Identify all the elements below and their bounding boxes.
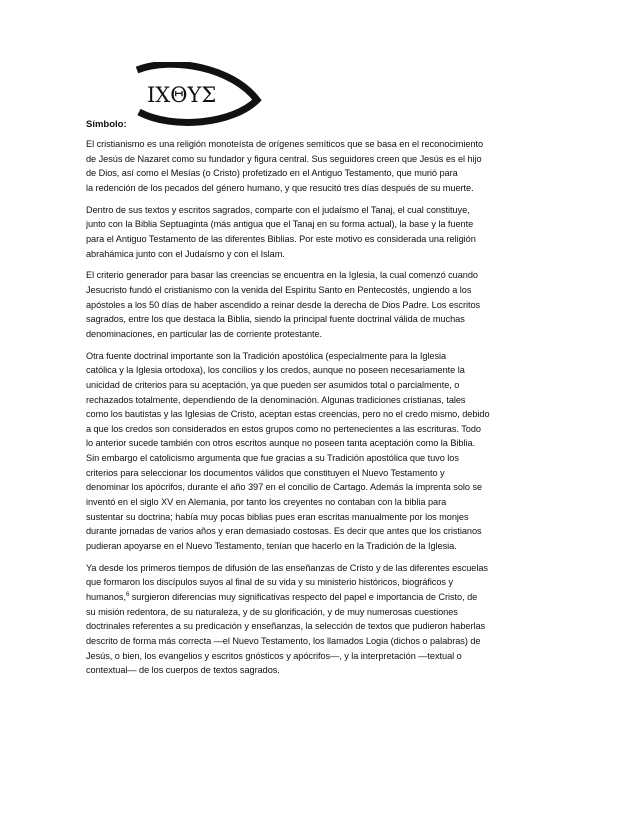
- fish-symbol-icon: [133, 62, 265, 128]
- text-line: sustentar su doctrina; había muy pocas biblias pues eran escritas manualmente por los monjes: [86, 511, 469, 522]
- text-fragment: humanos,: [86, 592, 126, 603]
- text-line: la redención de los pecados del género humano, y que resucitó tres días después de su muerte.: [86, 182, 474, 193]
- text-line: El criterio generador para basar las creencias se encuentra en la Iglesia, la cual comenzó cuando: [86, 270, 478, 281]
- paragraph-4: [86, 349, 552, 554]
- text-line: inventó en el siglo XV en Alemania, por tanto los creyentes no contaban con la biblia para: [86, 497, 447, 508]
- text-line: Dentro de sus textos y escritos sagrados, comparte con el judaísmo el Tanaj, el cual constituye,: [86, 204, 470, 215]
- text-line: doctrinales referentes a su predicación y enseñanzas, la selección de textos que pudieron haberlas: [86, 621, 486, 632]
- text-line: Jesucristo fundó el cristianismo con la venida del Espíritu Santo en Pentecostés, ungiendo a los: [86, 284, 472, 295]
- text-line: Ya desde los primeros tiempos de difusión de las enseñanzas de Cristo y de las diferentes escuelas: [86, 562, 488, 573]
- text-line: [86, 590, 552, 605]
- text-line: para el Antiguo Testamento de las diferentes Biblias. Por este motivo es considerada una religión: [86, 233, 476, 244]
- text-line: rechazados totalmente, dependiendo de la denominación. Algunas tradiciones cristianas, tales: [86, 394, 466, 405]
- text-line: como los bautistas y las Iglesias de Cristo, aceptan estas creencias, pero no el credo mismo, debido: [86, 409, 490, 420]
- text-line: unicidad de criterios para su aceptación, ya que pueden ser asumidos total o parcialmente, o: [86, 379, 460, 390]
- text-fragment: surgieron diferencias muy significativas respecto del papel e importancia de Cristo, de: [131, 592, 478, 603]
- section-heading: Símbolo:: [86, 119, 127, 130]
- footnote-reference[interactable]: 6: [125, 591, 130, 598]
- text-line: El cristianismo es una religión monoteísta de orígenes semíticos que se basa en el reconocimiento: [86, 139, 484, 149]
- paragraph-1: [86, 137, 552, 196]
- text-line: pudieran apoyarse en el Nuevo Testamento, tenían que hacerlo en la Tradición de la Iglesia.: [86, 541, 457, 552]
- text-line: su misión redentora, de su naturaleza, y de su glorificación, y de muy numerosas cuestiones: [86, 606, 458, 617]
- text-line: descrito de forma más correcta —el Nuevo Testamento, los llamados Logia (dichos o palabras) de: [86, 636, 481, 646]
- text-line: Otra fuente doctrinal importante son la Tradición apostólica (especialmente para la Iglesia: [86, 350, 447, 361]
- text-line: sagrados, entre los que destaca la Biblia, siendo la principal fuente doctrinal válida de muchas: [86, 314, 465, 325]
- text-line: junto con la Biblia Septuaginta (más antigua que el Tanaj en su forma actual), la base y la fuente: [86, 219, 474, 230]
- text-line: de Dios, así como el Mesías (o Cristo) profetizado en el Antiguo Testamento, que murió para: [86, 168, 458, 179]
- text-line: durante jornadas de varios años y eran demasiado costosas. Es decir que antes que los cristianos: [86, 526, 482, 537]
- ichthys-fish-logo: [133, 62, 265, 128]
- text-line: lo anterior sucede también con otros escritos aunque no poseen tanta aceptación como la Biblia.: [86, 438, 476, 449]
- text-line: Sin embargo el catolicismo argumenta que fue gracias a su Tradición apostólica que tuvo los: [86, 453, 459, 464]
- text-line: católica y la Iglesia ortodoxa), los concilios y los credos, aunque no poseen necesariamente la: [86, 365, 465, 376]
- text-line: denominaciones, en particular las de corriente protestante.: [86, 328, 323, 339]
- ichthys-text: ΙΧΘΥΣ: [147, 83, 217, 107]
- paragraph-3: [86, 268, 552, 341]
- text-line: que formaron los discípulos suyos al final de su vida y su ministerio históricos, biográficos y: [86, 577, 454, 588]
- text-line: contextual— de los cuerpos de textos sagrados.: [86, 665, 280, 676]
- text-line: denominar los apócrifos, durante el año 397 en el concilio de Cartago. Además la imprenta solo se: [86, 482, 483, 493]
- paragraph-2: [86, 203, 552, 262]
- text-line: abrahámica junto con el Judaísmo y con el Islam.: [86, 248, 285, 259]
- text-line: Jesús, o bien, los evangelios y escritos gnósticos y apócrifos—, y la interpretación —textual o: [86, 650, 462, 661]
- text-line: criterios para seleccionar los documentos válidos que constituyen el Nuevo Testamento y: [86, 467, 445, 478]
- document-body: [86, 137, 552, 685]
- text-line: a que los credos son considerados en estos grupos como no pertenecientes a las escrituras. Todo: [86, 423, 481, 434]
- text-line: apóstoles a los 50 días de haber ascendido a reinar desde la derecha de Dios Padre. Los escritos: [86, 299, 481, 310]
- paragraph-5: [86, 561, 552, 678]
- text-line: de Jesús de Nazaret como su fundador y figura central. Sus seguidores creen que Jesús es el hijo: [86, 153, 482, 164]
